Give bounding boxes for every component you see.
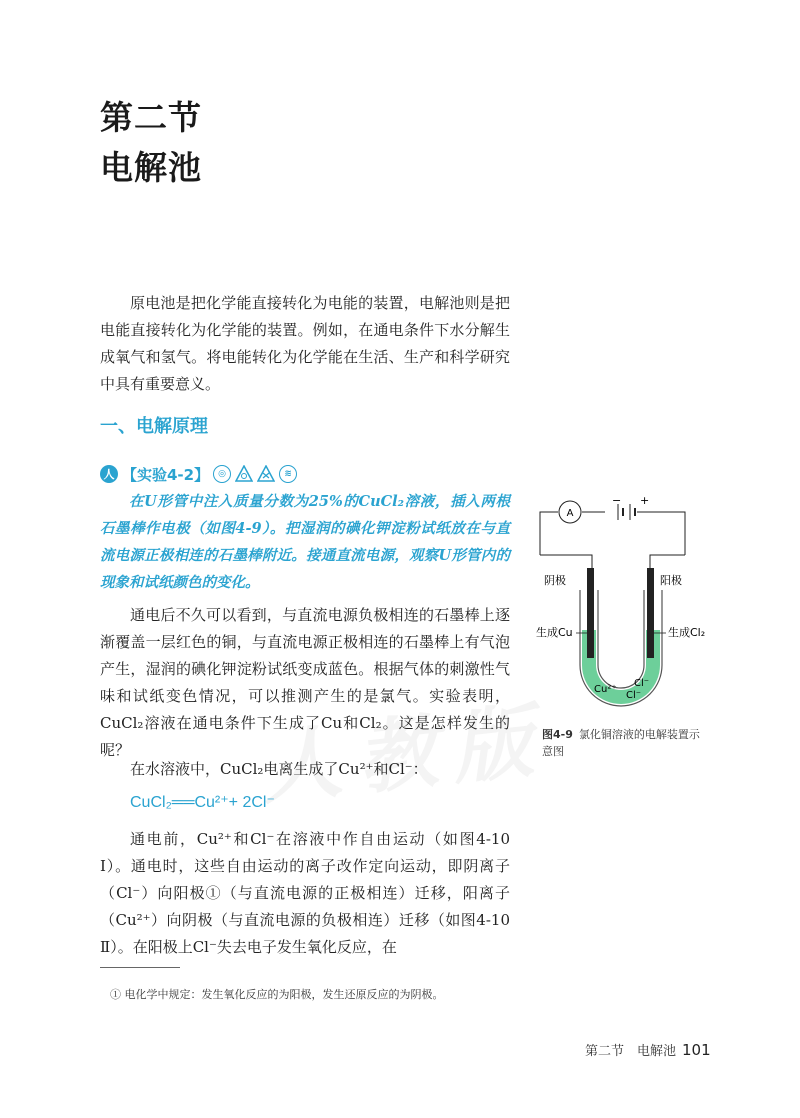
experiment-icon: 人 [100, 465, 118, 483]
figure-number: 图4-9 [542, 728, 573, 741]
page-number: 101 [682, 1041, 711, 1059]
chlorine-product-label: 生成Cl₂ [668, 626, 706, 639]
observation-text: 通电后不久可以看到，与直流电源负极相连的石墨棒上逐渐覆盖一层红色的铜，与直流电源正极相连的石墨棒上有气泡产生，湿润的碘化钾淀粉试纸变成蓝色。根据气体的刺激性气味和试纸变色情况，可以推测产生的是氯气。实验表明，CuCl₂溶液在通电条件下生成了Cu和Cl₂。这是怎样发生的呢？ [100, 606, 510, 759]
circuit-wire-lower [540, 555, 685, 568]
hand-wash-icon: ≋ [279, 465, 297, 483]
migration-text: 通电前，Cu²⁺和Cl⁻在溶液中作自由运动（如图4-10 Ⅰ）。通电时，这些自由运动的离子改作定向运动，即阴离子（Cl⁻）向阳极①（与直流电源的正极相连）迁移，阳离子（Cu²⁺）向阴极（与直流电源的负极相连）迁移（如图4-10 Ⅱ）。在阳极上Cl⁻失去电子发生氧化反应，在 [100, 830, 510, 956]
chloride-ion-label: Cl⁻ [626, 690, 642, 701]
section-number: 第二节 [100, 98, 202, 137]
copper-product-label: 生成Cu [536, 626, 573, 639]
chloride-ion-label: Cl⁻ [634, 678, 650, 689]
experiment-header [100, 462, 297, 486]
footer-section: 第二节 电解池 [585, 1044, 677, 1059]
electrolysis-apparatus-diagram [530, 490, 710, 720]
experiment-text: 在U形管中注入质量分数为25%的CuCl₂溶液，插入两根石墨棒作电极（如图4-9）。把湿润的碘化钾淀粉试纸放在与直流电源正极相连的石墨棒附近。接通直流电源，观察U形管内的现象和试纸颜色的变化。 [100, 493, 510, 591]
migration-paragraph [100, 826, 510, 961]
toxic-warning-icon [257, 465, 275, 483]
cathode-label: 阴极 [544, 574, 566, 587]
intro-text: 原电池是把化学能直接转化为电能的装置，电解池则是把电能直接转化为化学能的装置。例如，在通电条件下水分解生成氧气和氢气。将电能转化为化学能在生活、生产和科学研究中具有重要意义。 [100, 294, 510, 393]
footnote-divider [100, 967, 180, 968]
ammeter-label: A [566, 508, 574, 519]
intro-paragraph [100, 290, 510, 398]
figure-caption-text: 氯化铜溶液的电解装置示意图 [542, 728, 700, 758]
section-heading: 一、电解原理 [100, 416, 208, 437]
experiment-body [100, 488, 510, 596]
u-tube-inner [598, 590, 644, 688]
battery-negative-sign: − [612, 494, 622, 507]
page-title: 电解池 [100, 148, 202, 187]
figure-caption [542, 726, 702, 760]
experiment-label: 【实验4-2】 [122, 465, 210, 484]
ionization-text: 在水溶液中，CuCl₂电离生成了Cu²⁺和Cl⁻： [130, 760, 428, 778]
ionization-paragraph [100, 756, 510, 783]
copper-ion-label: Cu²⁺ [594, 684, 617, 695]
battery-positive-sign: + [640, 494, 650, 507]
anode-label: 阳极 [660, 574, 682, 587]
cathode-electrode [587, 568, 594, 658]
page-footer [585, 1040, 711, 1059]
ionization-equation: CuCl₂══Cu²⁺+ 2Cl⁻ [130, 794, 275, 811]
goggles-icon: ◎ [213, 465, 231, 483]
flammable-warning-icon [235, 465, 253, 483]
footnote: ① 电化学中规定：发生氧化反应的为阳极，发生还原反应的为阴极。 [110, 988, 444, 1001]
observation-paragraph [100, 602, 510, 764]
anode-electrode [647, 568, 654, 658]
